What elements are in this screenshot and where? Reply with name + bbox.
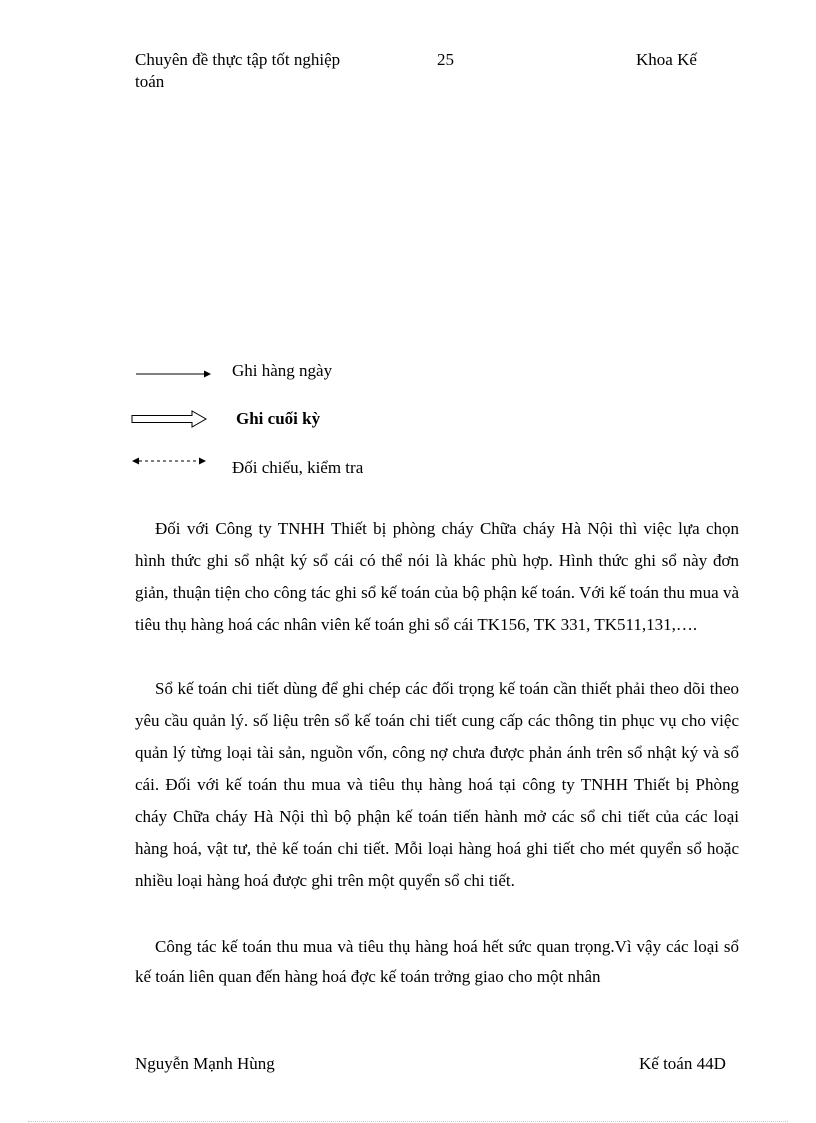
hollow-arrow-icon — [130, 409, 210, 429]
header-left — [135, 49, 340, 93]
header-title-line2: toán — [135, 72, 165, 91]
paragraph-text: Sổ kế toán chi tiết dùng để ghi chép các đối trọng kế toán cần thiết phải theo dõi theo yêu cầu quản lý. số liệu trên sổ kế toán chi tiết cung cấp các thông tin phục vụ cho việc quản lý từng loại tài sản, nguồn vốn, công nợ chưa được phản ánh trên sổ nhật ký và sổ cái. Đối với kế toán thu mua và tiêu thụ hàng hoá tại công ty TNHH Thiết bị Phòng cháy Chữa cháy Hà Nội thì bộ phận kế toán tiến hành mở các sổ chi tiết của các loại hàng hoá, vật tư, thẻ kế toán chi tiết. Mỗi loại hàng hoá ghi tiết cho mét quyển sổ hoặc nhiều loại hàng hoá được ghi trên một quyển sổ chi tiết. — [135, 679, 739, 890]
body-paragraph-3 — [135, 932, 739, 992]
legend-label-period-end: Ghi cuối kỳ — [236, 409, 321, 428]
paragraph-text: Đối với Công ty TNHH Thiết bị phòng cháy Chữa cháy Hà Nội thì việc lựa chọn hình thức ghi sổ nhật ký sổ cái có thể nói là khác phù hợp. Hình thức ghi sổ này đơn giản, thuận tiện cho công tác ghi sổ kế toán của bộ phận kế toán. Với kế toán thu mua và tiêu thụ hàng hoá các nhân viên kế toán ghi sổ cái TK156, TK 331, TK511,131,…. — [135, 519, 739, 634]
legend-label-reconcile: Đối chiếu, kiểm tra — [232, 458, 364, 477]
body-paragraph-1 — [135, 513, 739, 641]
paragraph-text: Công tác kế toán thu mua và tiêu thụ hàng hoá hết sức quan trọng.Vì vậy các loại sổ kế toán liên quan đến hàng hoá đợc kế toán trởng giao cho một nhân — [135, 937, 739, 986]
thin-arrow-icon — [134, 367, 214, 381]
body-paragraph-2 — [135, 673, 739, 897]
legend-label-daily: Ghi hàng ngày — [232, 361, 333, 380]
dashed-double-arrow-icon — [130, 454, 210, 468]
footer-author: Nguyễn Mạnh Hùng — [135, 1054, 275, 1073]
footer-class: Kế toán 44D — [639, 1054, 726, 1073]
page-number: 25 — [437, 50, 454, 69]
header-right: Khoa Kế — [636, 50, 697, 69]
header-title-line1: Chuyên đề thực tập tốt nghiệp — [135, 50, 341, 69]
page-bottom-divider — [28, 1121, 788, 1122]
